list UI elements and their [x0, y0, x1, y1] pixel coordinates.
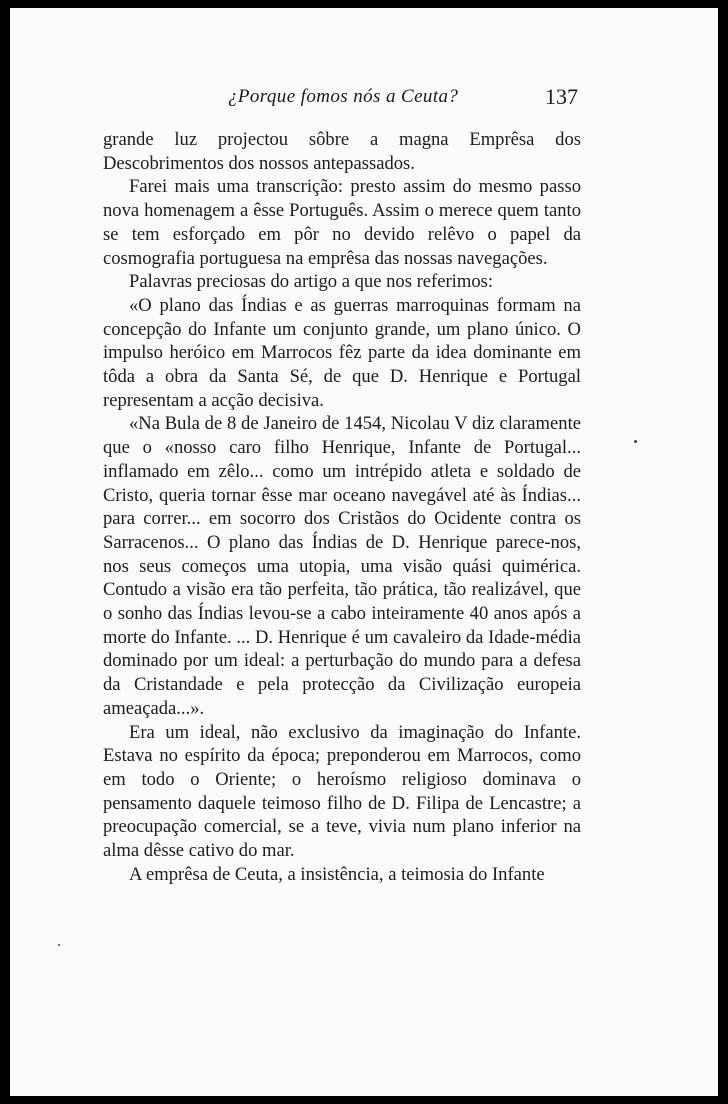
paragraph-ideal: Era um ideal, não exclusivo da imaginação do Infante. Estava no espírito da época; preponderou em Marrocos, como em todo o Oriente; o heroísmo religioso dominava o pensamento daquele teimoso filho de D. Filipa de Lencastre; a preocupação comercial, se a teve, vivia num plano inferior na alma dêsse cativo do mar. [103, 721, 581, 862]
paragraph-quote-plano: «O plano das Índias e as guerras marroquinas formam na concepção do Infante um conjunto grande, um plano único. O impulso heróico em Marrocos fêz parte da idea dominante em tôda a obra da Santa Sé, de que D. Henrique e Portugal representam a acção decisiva. [103, 294, 581, 411]
paper-speck [58, 944, 60, 946]
paragraph-intro-quote: Palavras preciosas do artigo a que nos referimos: [129, 271, 494, 293]
book-page [10, 8, 718, 1096]
running-title: ¿Porque fomos nós a Ceuta? [228, 86, 459, 107]
page-header [10, 86, 718, 116]
paragraph-ceuta: A emprêsa de Ceuta, a insistência, a teimosia do Infante [129, 863, 545, 885]
page-number: 137 [545, 84, 578, 109]
body-text [103, 128, 581, 887]
paragraph-continuation: grande luz projectou sôbre a magna Emprêsa dos Descobrimentos dos nossos antepassados. [103, 129, 581, 174]
paragraph-quote-bula: «Na Bula de 8 de Janeiro de 1454, Nicolau V diz claramente que o «nosso caro filho Henrique, Infante de Portugal... inflamado em zêlo... como um intrépido atleta e soldado de Cristo, queria tornar êsse mar oceano navegável até às Índias... para correr... em socorro dos Cristãos do Ocidente contra os Sarracenos... O plano das Índias de D. Henrique parece-nos, nos seus começos uma utopia, uma visão quási quimérica. Contudo a visão era tão perfeita, tão prática, tão realizável, que o sonho das Índias levou-se a cabo inteiramente 40 anos após a morte do Infante. ... D. Henrique é um cavaleiro da Idade-média dominado por um ideal: a perturbação do mundo para a defesa da Cristandade e pela protecção da Civilização europeia ameaçada...». [103, 413, 581, 719]
paragraph-transcription: Farei mais uma transcrição: presto assim do mesmo passo nova homenagem a êsse Português. Assim o merece quem tanto se tem esforçado em pôr no devido relêvo o papel da cosmografia portuguesa na emprêsa das nossas navegações. [103, 176, 581, 269]
paper-speck [634, 440, 637, 443]
